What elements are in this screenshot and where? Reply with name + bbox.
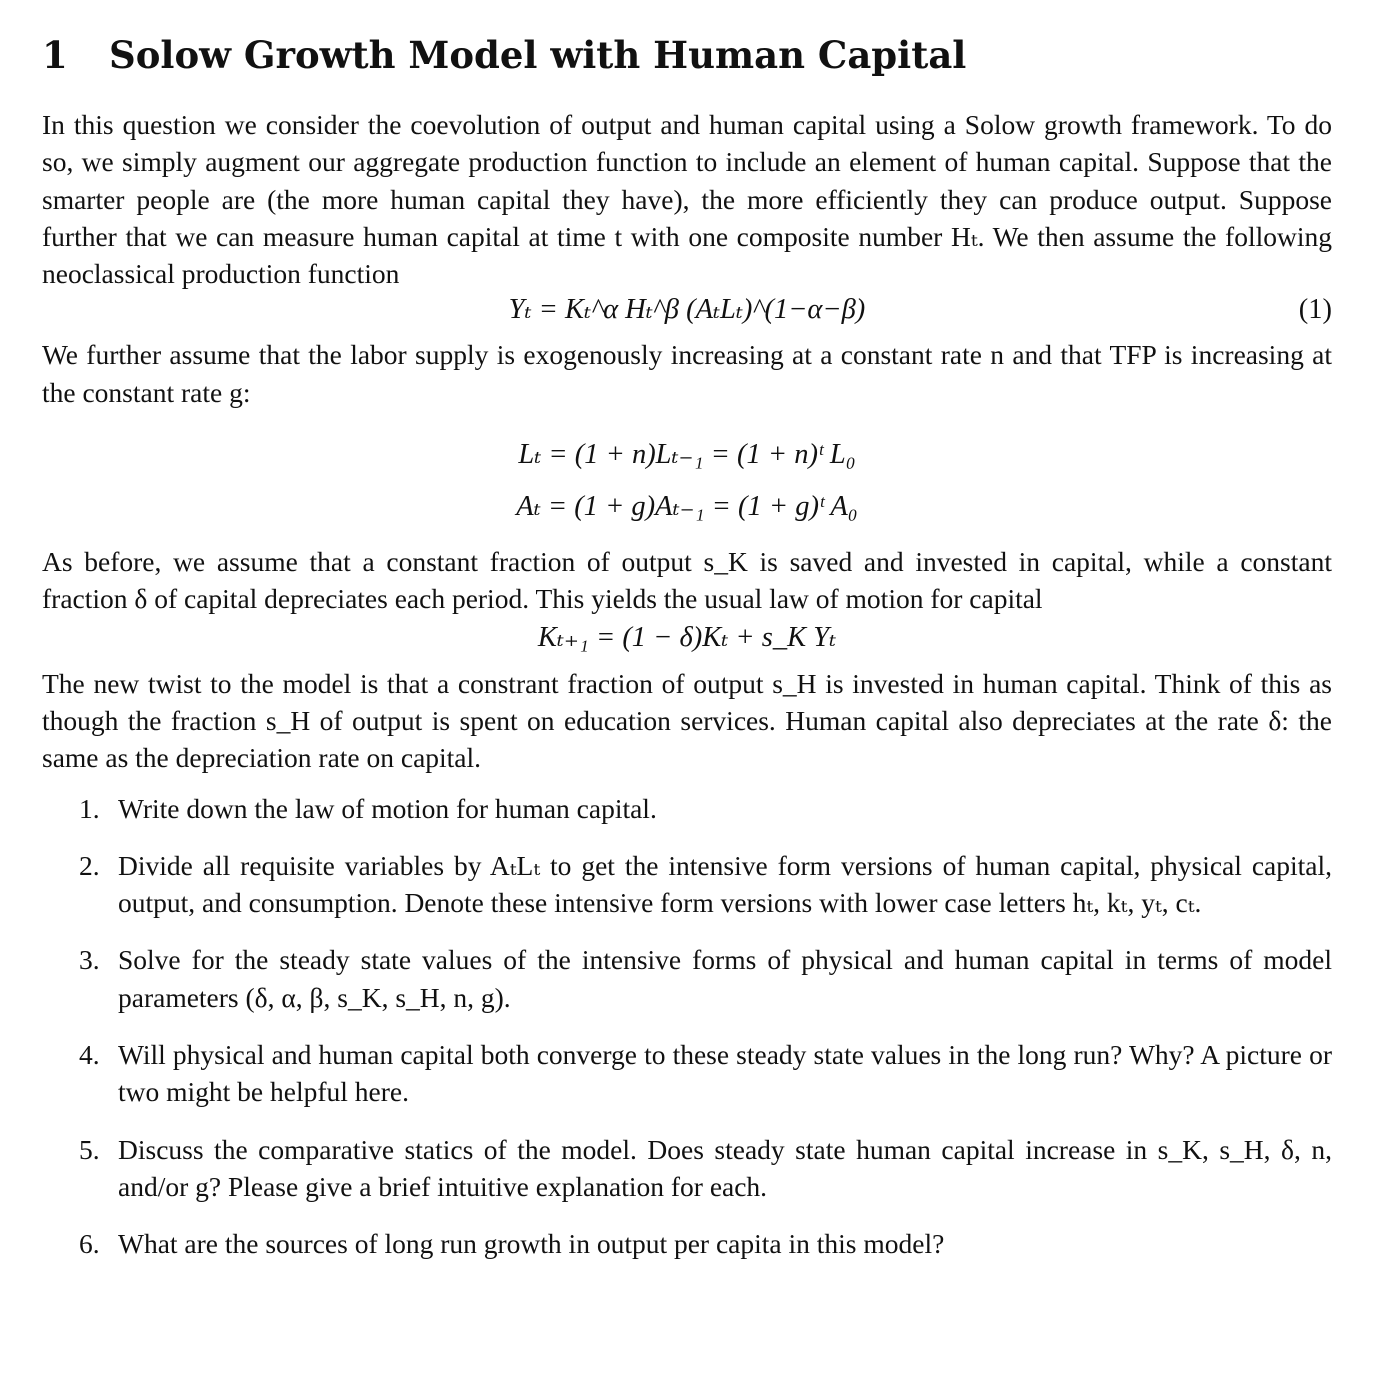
labor-growth-equation: Lₜ = (1 + n)Lₜ₋₁ = (1 + n)ᵗ L₀ xyxy=(518,439,856,471)
equation-number: (1) xyxy=(1298,294,1332,326)
list-item xyxy=(42,790,1332,827)
human-capital-paragraph: The new twist to the model is that a constrant fraction of output s_H is invested in human capital. Think of this as though the fraction s_H of output is spent on education services. Human capital also depreciates at the rate δ: the same as the depreciation rate on capital. xyxy=(42,667,1332,774)
question-text: Will physical and human capital both converge to these steady state values in the long run? Why? A picture or two might be helpful here. xyxy=(118,1039,1332,1108)
list-item xyxy=(42,1036,1332,1111)
production-function-equation xyxy=(42,288,1332,336)
section-number: 1 xyxy=(42,33,68,77)
intro-paragraph: In this question we consider the coevolution of output and human capital using a Solow growth framework. To do so, we simply augment our aggregate production function to include an element of human capital. Suppose that the smarter people are (the more human capital they have), the more efficiently they can produce output. Suppose further that we can measure human capital at time t with one composite number Hₜ. We then assume the following neoclassical production function xyxy=(42,109,1332,290)
growth-equations xyxy=(42,411,1332,543)
question-text: Divide all requisite variables by AₜLₜ to get the intensive form versions of human capital, physical capital, output, and consumption. Denote these intensive form versions with lower case letters hₜ, kₜ, yₜ, cₜ. xyxy=(118,849,1332,919)
list-item xyxy=(42,941,1332,1016)
question-text: Write down the law of motion for human capital. xyxy=(118,792,657,824)
question-text: What are the sources of long run growth in output per capita in this model? xyxy=(118,1228,945,1260)
capital-law-equation: Kₜ₊₁ = (1 − δ)Kₜ + s_K Yₜ xyxy=(537,621,837,653)
question-number: 4. xyxy=(79,1039,100,1071)
document-page xyxy=(42,28,1332,1283)
question-text: Discuss the comparative statics of the model. Does steady state human capital increase in s_K, s_H, δ, n, and/or g? Please give a brief intuitive explanation for each. xyxy=(118,1133,1332,1202)
question-number: 3. xyxy=(79,944,100,976)
question-number: 6. xyxy=(79,1228,100,1260)
growth-assumption-paragraph: We further assume that the labor supply is exogenously increasing at a constant rate n and that TFP is increasing at the constant rate g: xyxy=(42,339,1332,408)
question-number: 5. xyxy=(79,1133,100,1165)
list-item xyxy=(42,847,1332,922)
list-item xyxy=(42,1225,1332,1262)
question-text: Solve for the steady state values of the intensive forms of physical and human capital in terms of model parameters (δ, α, β, s_K, s_H, n, g). xyxy=(118,944,1332,1013)
tfp-growth-equation: Aₜ = (1 + g)Aₜ₋₁ = (1 + g)ᵗ A₀ xyxy=(516,491,858,523)
question-number: 2. xyxy=(79,849,100,881)
section-heading xyxy=(42,28,1332,82)
question-list xyxy=(42,790,1332,1263)
list-item xyxy=(42,1131,1332,1206)
capital-paragraph: As before, we assume that a constant fraction of output s_K is saved and invested in capital, while a constant fraction δ of capital depreciates each period. This yields the usual law of motion for capital xyxy=(42,546,1332,615)
question-number: 1. xyxy=(79,792,100,824)
production-function-formula: Yₜ = Kₜ^α Hₜ^β (AₜLₜ)^(1−α−β) xyxy=(508,294,866,326)
section-title: Solow Growth Model with Human Capital xyxy=(109,33,967,77)
